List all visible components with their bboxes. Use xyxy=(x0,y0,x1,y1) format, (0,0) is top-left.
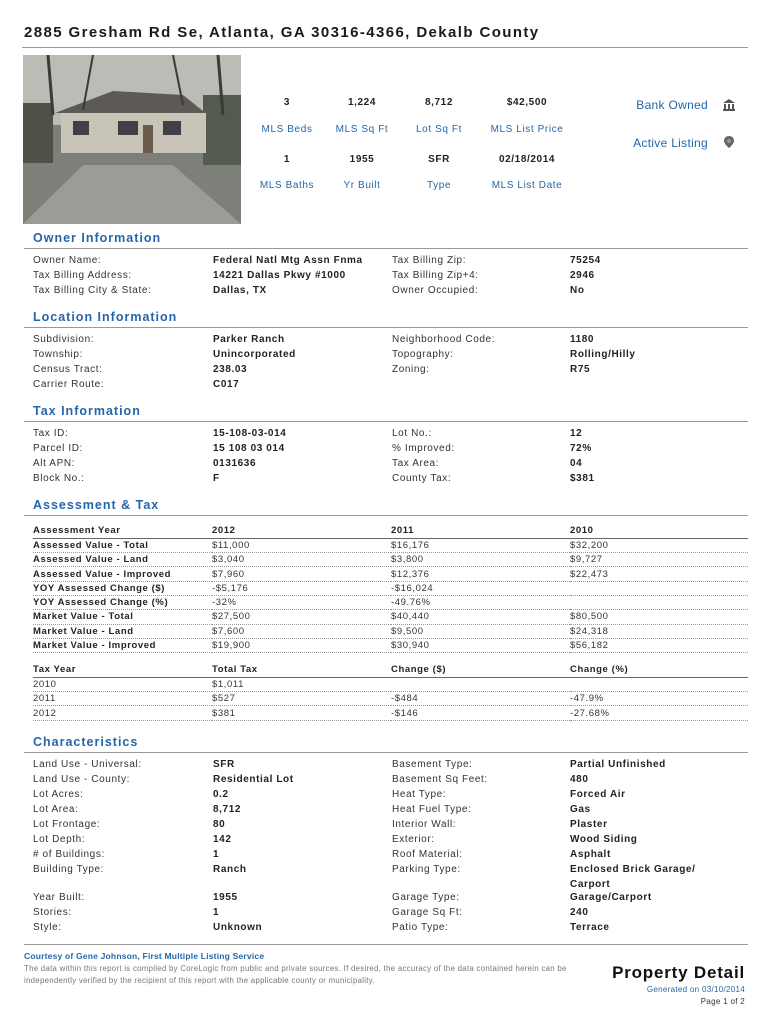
section-title-characteristics: Characteristics xyxy=(33,735,139,749)
table-cell: -32% xyxy=(212,595,391,609)
bank-owned-label: Bank Owned xyxy=(636,98,708,112)
char-value: 1 xyxy=(213,907,220,918)
char-value: Wood Siding xyxy=(570,834,638,845)
table-cell: Assessed Value - Improved xyxy=(33,567,212,581)
location-label: Topography: xyxy=(392,349,454,360)
owner-label: Tax Billing Zip: xyxy=(392,255,467,266)
table-cell xyxy=(570,595,748,609)
char-label: Patio Type: xyxy=(392,922,449,933)
owner-value: No xyxy=(570,285,585,296)
owner-value: Federal Natl Mtg Assn Fnma xyxy=(213,255,363,266)
char-left-values xyxy=(213,757,294,877)
stat-label-list-date: MLS List Date xyxy=(491,180,563,191)
tax-left-labels xyxy=(33,426,85,486)
table-cell: -49.76% xyxy=(391,595,570,609)
tax-label: Tax Area: xyxy=(392,458,440,469)
section-divider xyxy=(24,421,748,422)
table-cell: $9,727 xyxy=(570,553,748,567)
owner-left-values xyxy=(213,253,363,298)
table-cell: 2011 xyxy=(33,692,212,706)
char-value: SFR xyxy=(213,759,235,770)
location-value: Rolling/Hilly xyxy=(570,349,636,360)
char-label: Land Use - County: xyxy=(33,774,130,785)
table-cell: $56,182 xyxy=(570,638,748,652)
table-row xyxy=(33,624,748,638)
table-cell: Assessed Value - Land xyxy=(33,553,212,567)
char-left-values-2 xyxy=(213,890,262,935)
char-right-values xyxy=(570,757,695,892)
tax-label: Block No.: xyxy=(33,473,85,484)
assessment-table xyxy=(33,524,748,653)
table-cell: $12,376 xyxy=(391,567,570,581)
char-value: Asphalt xyxy=(570,849,611,860)
table-cell: $381 xyxy=(212,706,391,720)
bank-icon xyxy=(722,98,736,112)
table-cell: $11,000 xyxy=(212,538,391,552)
location-right-labels xyxy=(392,332,495,377)
section-title-owner: Owner Information xyxy=(33,231,162,245)
tax-value: 72% xyxy=(570,443,592,454)
courtesy-line: Courtesy of Gene Johnson, First Multiple Listing Service xyxy=(24,951,265,961)
char-right-values-2 xyxy=(570,890,652,935)
char-label: Lot Frontage: xyxy=(33,819,101,830)
tax-left-values xyxy=(213,426,286,486)
section-title-location: Location Information xyxy=(33,310,178,324)
tax-right-labels xyxy=(392,426,455,486)
table-header-cell: Tax Year xyxy=(33,663,212,677)
table-header-cell: Change ($) xyxy=(391,663,570,677)
table-row xyxy=(33,677,748,691)
location-label: Township: xyxy=(33,349,83,360)
char-value: 1 xyxy=(213,849,220,860)
table-cell: -$146 xyxy=(391,706,570,720)
stat-value-lot-sqft: 8,712 xyxy=(424,97,454,108)
table-row xyxy=(33,595,748,609)
table-cell: $40,440 xyxy=(391,610,570,624)
tax-right-values xyxy=(570,426,595,486)
table-cell: $1,011 xyxy=(212,677,391,691)
char-right-labels-2 xyxy=(392,890,463,935)
document-title: Property Detail xyxy=(612,963,745,982)
location-label: Subdivision: xyxy=(33,334,95,345)
table-cell: $527 xyxy=(212,692,391,706)
table-cell: -$5,176 xyxy=(212,581,391,595)
table-cell: 2010 xyxy=(33,677,212,691)
table-cell: $9,500 xyxy=(391,624,570,638)
footer-divider xyxy=(24,944,748,945)
location-label: Census Tract: xyxy=(33,364,103,375)
location-label: Carrier Route: xyxy=(33,379,105,390)
location-value: Unincorporated xyxy=(213,349,296,360)
location-value: C017 xyxy=(213,379,240,390)
owner-value: 75254 xyxy=(570,255,601,266)
stat-value-baths: 1 xyxy=(283,154,291,165)
table-row xyxy=(33,538,748,552)
stat-label-beds: MLS Beds xyxy=(261,124,313,135)
stat-value-list-date: 02/18/2014 xyxy=(498,154,556,165)
char-label: Land Use - Universal: xyxy=(33,759,142,770)
char-label: Building Type: xyxy=(33,864,105,875)
stat-value-list-price: $42,500 xyxy=(506,97,548,108)
section-title-assessment: Assessment & Tax xyxy=(33,498,160,512)
char-label: Lot Depth: xyxy=(33,834,86,845)
location-right-values xyxy=(570,332,636,377)
active-listing-label: Active Listing xyxy=(633,136,708,150)
char-label: Style: xyxy=(33,922,62,933)
stat-label-baths: MLS Baths xyxy=(259,180,315,191)
char-label: Parking Type: xyxy=(392,864,461,875)
table-header-row xyxy=(33,524,748,538)
owner-label: Tax Billing Zip+4: xyxy=(392,270,479,281)
char-label: # of Buildings: xyxy=(33,849,105,860)
table-cell: $30,940 xyxy=(391,638,570,652)
property-photo xyxy=(23,55,241,224)
table-cell xyxy=(570,581,748,595)
table-row xyxy=(33,638,748,652)
owner-left-labels xyxy=(33,253,151,298)
table-header-cell: Change (%) xyxy=(570,663,748,677)
owner-value: Dallas, TX xyxy=(213,285,267,296)
location-value: Parker Ranch xyxy=(213,334,285,345)
table-row xyxy=(33,567,748,581)
table-cell: Market Value - Improved xyxy=(33,638,212,652)
table-cell: Market Value - Total xyxy=(33,610,212,624)
table-cell xyxy=(570,677,748,691)
location-left-labels xyxy=(33,332,104,392)
table-cell: Market Value - Land xyxy=(33,624,212,638)
owner-right-labels xyxy=(392,253,479,298)
char-value: 80 xyxy=(213,819,226,830)
table-cell: $7,600 xyxy=(212,624,391,638)
stat-value-year-built: 1955 xyxy=(349,154,375,165)
location-value: 238.03 xyxy=(213,364,248,375)
table-cell: YOY Assessed Change (%) xyxy=(33,595,212,609)
char-value: Enclosed Brick Garage/ xyxy=(570,864,696,875)
char-label: Interior Wall: xyxy=(392,819,457,830)
char-value: 0.2 xyxy=(213,789,229,800)
tax-label: % Improved: xyxy=(392,443,455,454)
char-label: Exterior: xyxy=(392,834,435,845)
table-cell: -$16,024 xyxy=(391,581,570,595)
char-label: Basement Sq Feet: xyxy=(392,774,488,785)
char-value: Residential Lot xyxy=(213,774,294,785)
stat-label-lot-sqft: Lot Sq Ft xyxy=(416,124,462,135)
section-title-tax: Tax Information xyxy=(33,404,141,418)
table-header-cell: 2012 xyxy=(212,524,391,538)
location-label: Zoning: xyxy=(392,364,430,375)
tax-history-table xyxy=(33,663,748,721)
table-cell: $16,176 xyxy=(391,538,570,552)
table-row xyxy=(33,610,748,624)
char-left-labels xyxy=(33,757,142,877)
table-cell: $22,473 xyxy=(570,567,748,581)
table-header-row xyxy=(33,663,748,677)
table-header-cell: 2010 xyxy=(570,524,748,538)
char-left-labels-2 xyxy=(33,890,85,935)
tax-value: 0131636 xyxy=(213,458,257,469)
stat-label-sqft: MLS Sq Ft xyxy=(335,124,389,135)
section-divider xyxy=(24,515,748,516)
map-pin-icon xyxy=(722,135,736,149)
char-value: Forced Air xyxy=(570,789,626,800)
tax-value: F xyxy=(213,473,220,484)
table-cell: $80,500 xyxy=(570,610,748,624)
disclaimer-text: The data within this report is compiled by CoreLogic from public and private sources. If desired, the accuracy of the data contained herein can be independently verified by the recipient of this report with the applicable county or municipality. xyxy=(24,964,567,985)
tax-label: Lot No.: xyxy=(392,428,432,439)
char-value: Carport xyxy=(570,879,611,890)
stat-label-list-price: MLS List Price xyxy=(490,124,564,135)
char-value: 480 xyxy=(570,774,589,785)
location-value: R75 xyxy=(570,364,591,375)
stat-value-type: SFR xyxy=(428,154,450,165)
table-header-cell: Assessment Year xyxy=(33,524,212,538)
tax-label: Tax ID: xyxy=(33,428,69,439)
stat-value-sqft: 1,224 xyxy=(347,97,377,108)
char-label: Lot Acres: xyxy=(33,789,84,800)
char-value: Garage/Carport xyxy=(570,892,652,903)
owner-label: Tax Billing Address: xyxy=(33,270,132,281)
stat-label-type: Type xyxy=(426,180,452,191)
table-header-cell: Total Tax xyxy=(212,663,391,677)
char-label: Year Built: xyxy=(33,892,85,903)
char-value: 1955 xyxy=(213,892,238,903)
char-label: Basement Type: xyxy=(392,759,473,770)
char-value: 240 xyxy=(570,907,589,918)
table-cell: -47.9% xyxy=(570,692,748,706)
page-number: Page 1 of 2 xyxy=(700,997,745,1006)
table-row xyxy=(33,581,748,595)
tax-value: 04 xyxy=(570,458,583,469)
char-value: Unknown xyxy=(213,922,263,933)
tax-value: 15 108 03 014 xyxy=(213,443,285,454)
section-divider xyxy=(24,327,748,328)
char-label: Garage Sq Ft: xyxy=(392,907,463,918)
stat-label-year-built: Yr Built xyxy=(343,180,381,191)
char-value: Ranch xyxy=(213,864,247,875)
char-value: Plaster xyxy=(570,819,608,830)
tax-value: 15-108-03-014 xyxy=(213,428,287,439)
char-label: Heat Type: xyxy=(392,789,447,800)
table-cell: $3,040 xyxy=(212,553,391,567)
table-cell: 2012 xyxy=(33,706,212,720)
tax-value: 12 xyxy=(570,428,583,439)
section-divider xyxy=(24,248,748,249)
tax-label: Parcel ID: xyxy=(33,443,83,454)
char-value: Partial Unfinished xyxy=(570,759,666,770)
section-divider xyxy=(24,752,748,753)
location-left-values xyxy=(213,332,296,392)
table-cell: $27,500 xyxy=(212,610,391,624)
table-cell: $32,200 xyxy=(570,538,748,552)
table-row xyxy=(33,553,748,567)
location-label: Neighborhood Code: xyxy=(392,334,496,345)
page-title: 2885 Gresham Rd Se, Atlanta, GA 30316-4366, Dekalb County xyxy=(24,24,540,41)
char-value: 142 xyxy=(213,834,232,845)
char-label: Lot Area: xyxy=(33,804,79,815)
owner-label: Tax Billing City & State: xyxy=(33,285,152,296)
table-cell: YOY Assessed Change ($) xyxy=(33,581,212,595)
char-value: Terrace xyxy=(570,922,610,933)
owner-label: Owner Name: xyxy=(33,255,102,266)
generated-date: Generated on 03/10/2014 xyxy=(646,985,745,994)
table-cell: $3,800 xyxy=(391,553,570,567)
char-value: Gas xyxy=(570,804,591,815)
table-cell xyxy=(391,677,570,691)
owner-right-values xyxy=(570,253,601,298)
owner-value: 2946 xyxy=(570,270,595,281)
tax-value: $381 xyxy=(570,473,595,484)
char-label: Garage Type: xyxy=(392,892,460,903)
char-right-labels xyxy=(392,757,488,877)
table-cell: -$484 xyxy=(391,692,570,706)
owner-value: 14221 Dallas Pkwy #1000 xyxy=(213,270,346,281)
table-header-cell: 2011 xyxy=(391,524,570,538)
char-label: Heat Fuel Type: xyxy=(392,804,472,815)
table-row xyxy=(33,706,748,720)
tax-label: Alt APN: xyxy=(33,458,76,469)
tax-label: County Tax: xyxy=(392,473,452,484)
table-row xyxy=(33,692,748,706)
char-label: Roof Material: xyxy=(392,849,463,860)
table-cell: $24,318 xyxy=(570,624,748,638)
table-cell: -27.68% xyxy=(570,706,748,720)
owner-label: Owner Occupied: xyxy=(392,285,479,296)
table-cell: $19,900 xyxy=(212,638,391,652)
table-cell: Assessed Value - Total xyxy=(33,538,212,552)
location-value: 1180 xyxy=(570,334,595,345)
table-cell: $7,960 xyxy=(212,567,391,581)
char-value: 8,712 xyxy=(213,804,242,815)
stat-value-beds: 3 xyxy=(283,97,291,108)
char-label: Stories: xyxy=(33,907,72,918)
title-divider xyxy=(22,47,748,48)
